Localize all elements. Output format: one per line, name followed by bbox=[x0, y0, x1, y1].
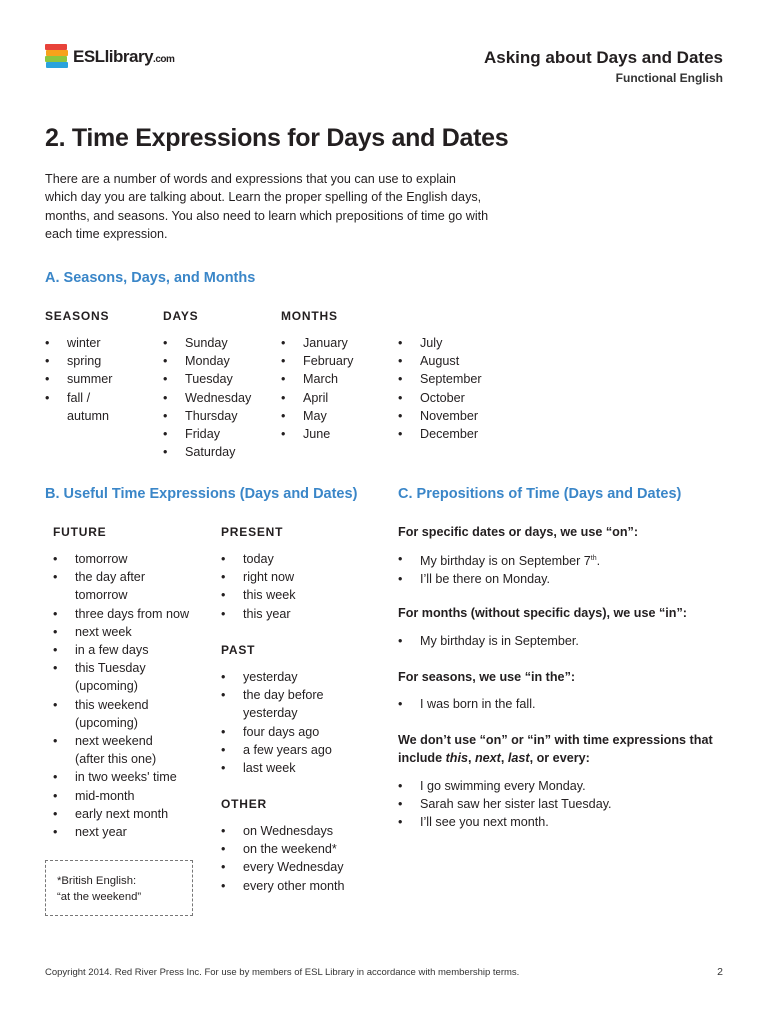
list-item: • September bbox=[398, 370, 482, 388]
list-item: • this Tuesday bbox=[53, 659, 189, 677]
section-b-heading: B. Useful Time Expressions (Days and Dates) bbox=[45, 486, 358, 502]
rule-in-the-heading: For seasons, we use “in the”: bbox=[398, 670, 576, 684]
list-item: • October bbox=[398, 389, 482, 407]
list-item: • I was born in the fall. bbox=[398, 695, 536, 713]
present-list bbox=[221, 550, 296, 623]
list-item: • December bbox=[398, 425, 482, 443]
list-item: • right now bbox=[221, 568, 296, 586]
list-item: • February bbox=[281, 352, 353, 370]
rule-on-heading: For specific dates or days, we use “on”: bbox=[398, 525, 639, 539]
list-item: • March bbox=[281, 370, 353, 388]
list-item-continuation: (upcoming) bbox=[75, 679, 138, 694]
list-item: • January bbox=[281, 334, 353, 352]
list-item-continuation: autumn bbox=[67, 408, 110, 423]
list-item: • I go swimming every Monday. bbox=[398, 777, 612, 795]
list-item: • I’ll see you next month. bbox=[398, 813, 612, 831]
list-item: • early next month bbox=[53, 805, 189, 823]
list-item: • tomorrow bbox=[53, 550, 189, 568]
section-c-heading: C. Prepositions of Time (Days and Dates) bbox=[398, 486, 682, 502]
worksheet-title: Asking about Days and Dates bbox=[483, 48, 723, 67]
list-item: • Sunday bbox=[163, 334, 251, 352]
months-label: MONTHS bbox=[281, 309, 338, 323]
list-item: • May bbox=[281, 407, 353, 425]
list-item: • on the weekend* bbox=[221, 840, 345, 858]
list-item: • every Wednesday bbox=[221, 858, 345, 876]
other-list bbox=[221, 822, 345, 895]
list-item: • My birthday is on September 7th. bbox=[398, 550, 600, 570]
rule-in-heading: For months (without specific days), we use “in”: bbox=[398, 606, 687, 620]
note-line: “at the weekend” bbox=[57, 891, 142, 903]
list-item: • Sarah saw her sister last Tuesday. bbox=[398, 795, 612, 813]
future-list bbox=[53, 550, 189, 841]
rule-no-preposition-heading: We don’t use “on” or “in” with time expressions that include this, next, last, or every: bbox=[398, 733, 713, 766]
book-stack-icon bbox=[45, 44, 69, 70]
worksheet-subtitle: Functional English bbox=[615, 71, 723, 85]
seasons-label: SEASONS bbox=[45, 309, 110, 323]
list-item: • next year bbox=[53, 823, 189, 841]
list-item: • June bbox=[281, 425, 353, 443]
list-item: • Tuesday bbox=[163, 370, 251, 388]
rule-no-preposition-examples bbox=[398, 777, 612, 832]
british-english-note bbox=[45, 860, 193, 916]
months-list-first-half bbox=[281, 334, 353, 443]
rule-in-examples bbox=[398, 632, 579, 650]
list-item: • next weekend bbox=[53, 732, 189, 750]
page-number: 2 bbox=[717, 966, 723, 978]
section-a-heading: A. Seasons, Days, and Months bbox=[45, 270, 256, 286]
page-title: 2. Time Expressions for Days and Dates bbox=[45, 124, 509, 152]
list-item: • Wednesday bbox=[163, 389, 251, 407]
list-item: • April bbox=[281, 389, 353, 407]
list-item: • yesterday bbox=[221, 668, 332, 686]
list-item: • Friday bbox=[163, 425, 251, 443]
list-item: • a few years ago bbox=[221, 741, 332, 759]
list-item: • fall / bbox=[45, 389, 112, 407]
list-item-continuation: (after this one) bbox=[75, 752, 157, 767]
list-item: • three days from now bbox=[53, 605, 189, 623]
list-item: • four days ago bbox=[221, 723, 332, 741]
intro-paragraph: There are a number of words and expressions that you can use to explain which day you are talking about. Learn the proper spelling of the English days, months, and seasons. You also need to learn which prepositions of time go with each time expression. bbox=[45, 172, 489, 241]
list-item: • in a few days bbox=[53, 641, 189, 659]
list-item: • November bbox=[398, 407, 482, 425]
list-item: • I’ll be there on Monday. bbox=[398, 570, 600, 588]
esl-library-logo bbox=[45, 44, 174, 70]
list-item: • every other month bbox=[221, 877, 345, 895]
list-item: • spring bbox=[45, 352, 112, 370]
logo-wordmark: ESLlibrary.com bbox=[73, 47, 175, 66]
past-list bbox=[221, 668, 332, 777]
list-item: • the day before bbox=[221, 686, 332, 704]
list-item: • this weekend bbox=[53, 696, 189, 714]
list-item: • August bbox=[398, 352, 482, 370]
future-label: FUTURE bbox=[53, 525, 107, 539]
list-item-continuation: tomorrow bbox=[75, 588, 128, 603]
list-item: • this year bbox=[221, 605, 296, 623]
list-item: • winter bbox=[45, 334, 112, 352]
copyright-footer: Copyright 2014. Red River Press Inc. For use by members of ESL Library in accordance with membership terms. bbox=[45, 967, 520, 978]
list-item: • Saturday bbox=[163, 443, 251, 461]
list-item: • today bbox=[221, 550, 296, 568]
list-item: • this week bbox=[221, 586, 296, 604]
list-item: • last week bbox=[221, 759, 332, 777]
days-label: DAYS bbox=[163, 309, 199, 323]
list-item: • July bbox=[398, 334, 482, 352]
note-line: *British English: bbox=[57, 875, 137, 887]
months-list-second-half bbox=[398, 334, 482, 443]
list-item: • summer bbox=[45, 370, 112, 388]
list-item-continuation: yesterday bbox=[243, 706, 298, 721]
list-item: • the day after bbox=[53, 568, 189, 586]
past-label: PAST bbox=[221, 643, 256, 657]
rule-in-the-examples bbox=[398, 695, 536, 713]
present-label: PRESENT bbox=[221, 525, 284, 539]
list-item: • Monday bbox=[163, 352, 251, 370]
other-label: OTHER bbox=[221, 797, 267, 811]
list-item: • on Wednesdays bbox=[221, 822, 345, 840]
list-item: • next week bbox=[53, 623, 189, 641]
list-item-continuation: (upcoming) bbox=[75, 715, 138, 730]
days-list bbox=[163, 334, 251, 461]
list-item: • mid-month bbox=[53, 787, 189, 805]
list-item: • My birthday is in September. bbox=[398, 632, 579, 650]
list-item: • in two weeks' time bbox=[53, 768, 189, 786]
list-item: • Thursday bbox=[163, 407, 251, 425]
seasons-list bbox=[45, 334, 112, 425]
rule-on-examples bbox=[398, 550, 600, 589]
